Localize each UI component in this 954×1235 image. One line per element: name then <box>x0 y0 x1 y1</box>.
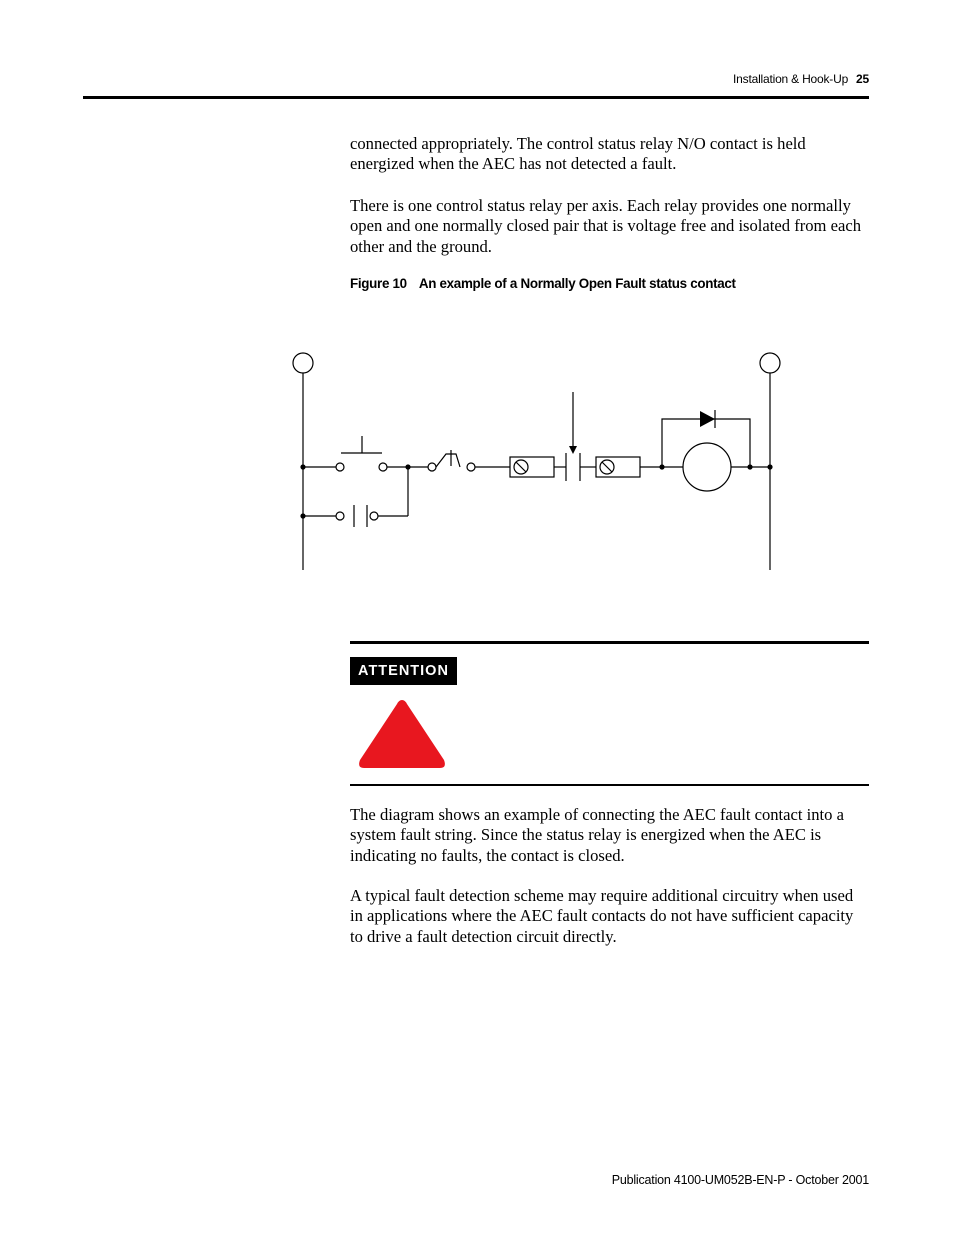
fault-contact-icon <box>566 392 596 481</box>
left-rail-terminal <box>293 353 313 373</box>
paragraph-2: There is one control status relay per axis. Each relay provides one normally open and one normally closed pair that is voltage free and isolated from each other and the ground. <box>350 196 861 256</box>
page-number: 25 <box>856 72 869 86</box>
attention-rule-bottom <box>350 784 869 786</box>
arrow-icon <box>569 446 577 454</box>
figure-caption <box>350 276 870 291</box>
terminal-block-icon-2 <box>596 457 683 477</box>
stop-pushbutton-icon <box>428 450 510 471</box>
terminal-block-icon-1 <box>510 457 566 477</box>
seal-in-contact-icon <box>303 467 408 527</box>
ladder-diagram <box>270 340 800 580</box>
relay-coil-icon <box>683 443 770 491</box>
header-section: Installation & Hook-Up <box>733 72 849 86</box>
attention-label: ATTENTION <box>350 657 457 685</box>
diode-arrow <box>700 411 715 427</box>
warning-triangle-icon <box>356 696 448 772</box>
figure-title: An example of a Normally Open Fault status contact <box>418 276 736 291</box>
attention-rule-top <box>350 641 869 644</box>
junction-dots <box>300 464 772 518</box>
paragraph-3: The diagram shows an example of connecting the AEC fault contact into a system fault string. Since the status relay is energized when the AEC is indicating no faults, the contact is closed. <box>350 805 844 865</box>
publication-footer: Publication 4100-UM052B-EN-P - October 2001 <box>611 1173 869 1187</box>
running-header <box>0 72 869 86</box>
header-rule <box>83 96 869 99</box>
paragraph-4: A typical fault detection scheme may require additional circuitry when used in applications where the AEC fault contacts do not have sufficient capacity to drive a fault detection circuit directly. <box>350 886 854 946</box>
figure-number: Figure 10 <box>350 276 407 291</box>
right-rail-terminal <box>760 353 780 373</box>
paragraph-1: connected appropriately. The control status relay N/O contact is held energized when the AEC has not detected a fault. <box>350 134 806 174</box>
